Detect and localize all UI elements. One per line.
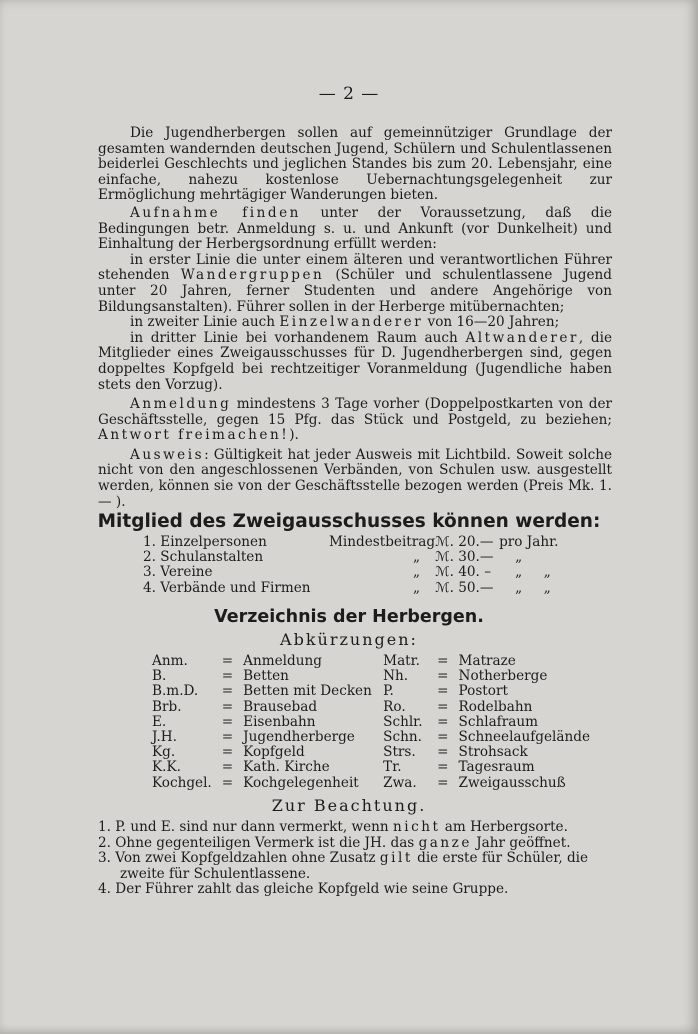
intro-text <box>98 126 612 510</box>
directory-title: Verzeichnis der Herbergen. <box>214 607 484 627</box>
table-row: 4. Verbände und Firmen „ ℳ. 50.— „ „ <box>143 579 551 596</box>
list-item: 4. Der Führer zahlt das gleiche Kopfgeld wie seine Gruppe. <box>98 881 509 898</box>
intro-paragraph-old: in dritter Linie bei vorhandenem Raum auch Altwanderer, die Mitglieder eines Zweigausschusses für D. Jugendherbergen sind, gegen doppeltes Kopfgeld bei rechtzeitiger Voranmeldung (Jugendliche haben stets den Vorzug). <box>98 329 612 393</box>
table-row: 2. Schulanstalten „ ℳ. 30.— „ <box>143 549 523 566</box>
intro-paragraph-admission: Aufnahme finden unter der Voraussetzung, daß die Bedingungen betr. Anmeldung s. u. und Ankunft (vor Dunkelheit) und Einhaltung der Herbergsordnung erfüllt werden: <box>98 204 612 253</box>
table-row: Kochgel. = Kochgelegenheit Zwa. = Zweigausschuß <box>152 774 566 791</box>
abbreviations-table <box>152 654 590 791</box>
intro-paragraph-purpose: Die Jugendherbergen sollen auf gemeinnütziger Grundlage der gesamten wandernden deutschen Jugend, Schülern und Schulentlassenen beiderlei Geschlechts und jeglichen Standes bis zum 20. Lebensjahr, eine einfache, nahezu kostenlose Uebernachtungsgelegenheit zur Ermöglichung mehrtägiger Wanderungen bieten. <box>98 125 612 204</box>
table-row: 1. Einzelpersonen Mindestbeitrag ℳ. 20.— pro Jahr. <box>143 534 559 550</box>
notes-list <box>98 820 612 898</box>
intro-paragraph-single: in zweiter Linie auch Einzelwanderer von 16—20 Jahren; <box>130 314 560 331</box>
list-item: 2. Ohne gegenteiligen Vermerk ist die JH. das ganze Jahr geöffnet. <box>98 834 571 851</box>
notes-title: Zur Beachtung. <box>271 796 427 815</box>
table-row: B.m.D. = Betten mit Decken P. = Postort <box>152 683 508 700</box>
table-row: B. = Betten Nh. = Notherberge <box>152 668 548 685</box>
table-row: 3. Vereine „ ℳ. 40. – „ „ <box>143 564 551 581</box>
members-table <box>143 535 558 596</box>
intro-paragraph-groups: in erster Linie die unter einem älteren und verantwortlichen Führer stehenden Wandergruppen (Schüler und schulentlassene Jugend unter 20 Jahren, ferner Studenten und andere Angehörige von Bildungsanstalten). Führer sollen in der Herberge mitübernachten; <box>98 251 612 315</box>
table-row: K.K. = Kath. Kirche Tr. = Tagesraum <box>152 759 535 776</box>
abbreviations-subtitle: Abkürzungen: <box>280 630 418 649</box>
intro-paragraph-registration: Anmeldung mindestens 3 Tage vorher (Doppelpostkarten von der Geschäftsstelle, gegen 15 Pfg. das Stück und Postgeld, zu beziehen; Antwort freimachen!). <box>98 396 612 444</box>
admission-heading: Aufnahme finden <box>130 204 301 221</box>
list-item: 3. Von zwei Kopfgeldzahlen ohne Zusatz gilt die erste für Schüler, die zweite für Schulentlassene. <box>98 850 589 882</box>
table-row: Kg. = Kopfgeld Strs. = Strohsack <box>152 744 528 761</box>
intro-paragraph-id: Ausweis: Gültigkeit hat jeder Ausweis mit Lichtbild. Soweit solche nicht von den angeschlossenen Verbänden, von Schulen usw. ausgestellt werden, können sie von der Geschäftsstelle bezogen werden (Preis Mk. 1.— ). <box>98 446 612 510</box>
list-item: 1. P. und E. sind nur dann vermerkt, wenn nicht am Herbergsorte. <box>98 819 568 835</box>
table-row: Anm. = Anmeldung Matr. = Matraze <box>152 653 516 669</box>
table-row: Brb. = Brausebad Ro. = Rodelbahn <box>152 698 533 715</box>
table-row: J.H. = Jugendherberge Schn. = Schneelaufgelände <box>152 729 591 746</box>
members-title: Mitglied des Zweigausschusses können werden: <box>97 511 601 532</box>
table-row: E. = Eisenbahn Schlr. = Schlafraum <box>152 713 538 730</box>
page-number: — 2 — <box>318 84 380 104</box>
